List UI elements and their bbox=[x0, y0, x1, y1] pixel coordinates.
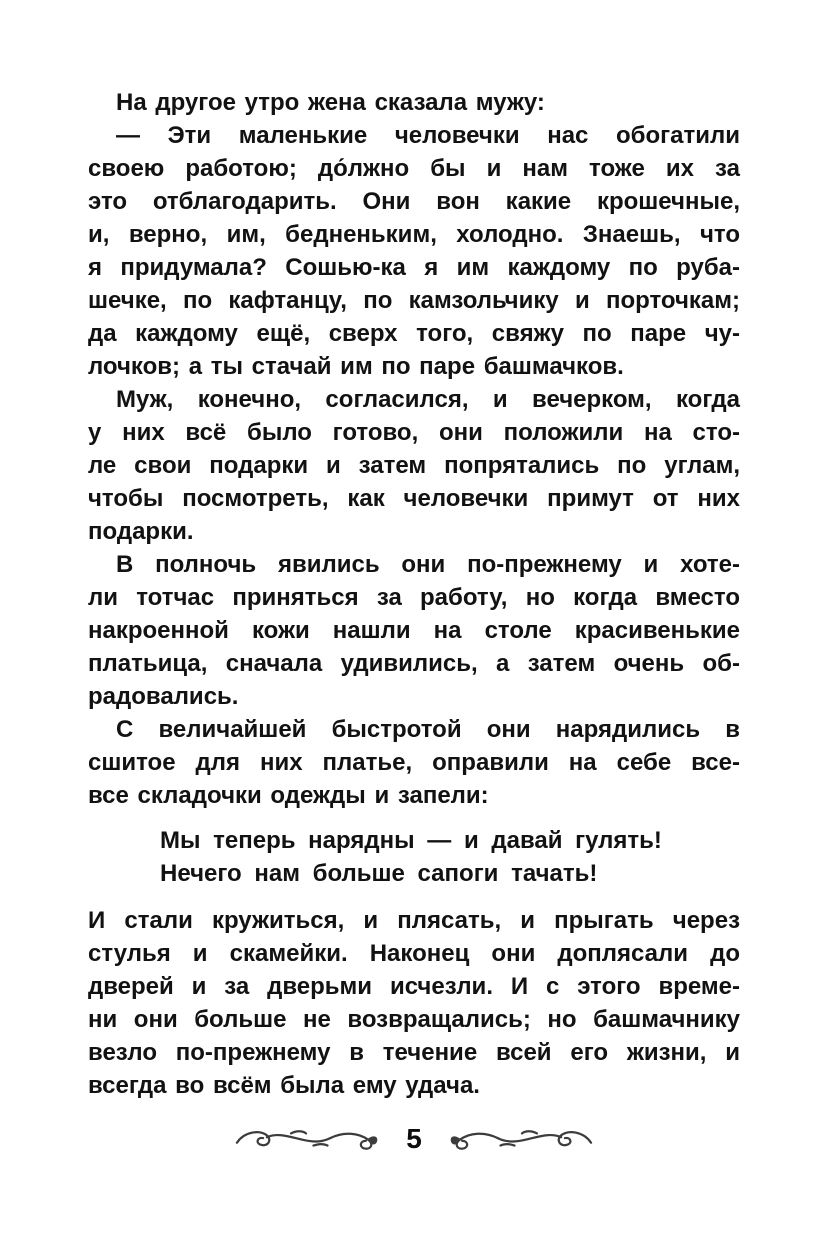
text-line: В полночь явились они по-прежнему и хоте- bbox=[116, 551, 740, 578]
text-line: сшитое для них платье, оправили на себе все- bbox=[88, 749, 740, 776]
text-line: везло по-прежнему в течение всей его жизни, и bbox=[88, 1039, 740, 1066]
paragraph bbox=[88, 383, 740, 548]
text-line: подарки. bbox=[88, 518, 194, 545]
text-line: у них всё было готово, они положили на сто- bbox=[88, 419, 740, 446]
text-line: это отблагодарить. Они вон какие крошечные, bbox=[88, 188, 740, 215]
text-line: ли тотчас приняться за работу, но когда вместо bbox=[88, 584, 740, 611]
text-line: На другое утро жена сказала мужу: bbox=[116, 89, 545, 116]
text-line: дверей и за дверьми исчезли. И с этого време- bbox=[88, 973, 740, 1000]
verse-block bbox=[160, 824, 740, 890]
text-line: чтобы посмотреть, как человечки примут от них bbox=[88, 485, 740, 512]
text-line: накроенной кожи нашли на столе красивенькие bbox=[88, 617, 740, 644]
flourish-left-icon bbox=[226, 1125, 386, 1153]
text-line: стулья и скамейки. Наконец они доплясали до bbox=[88, 940, 740, 967]
paragraph bbox=[88, 119, 740, 383]
flourish-right-icon bbox=[442, 1125, 602, 1153]
page-number: 5 bbox=[406, 1123, 422, 1154]
text-line: шечке, по кафтанцу, по камзольчику и порточкам; bbox=[88, 287, 740, 314]
text-line: ни они больше не возвращались; но башмачнику bbox=[88, 1006, 740, 1033]
text-line: своею работою; до́лжно бы и нам тоже их за bbox=[88, 155, 740, 182]
text-line: я придумала? Сошью-ка я им каждому по руба- bbox=[88, 254, 740, 281]
text-line: ле свои подарки и затем попрятались по углам, bbox=[88, 452, 740, 479]
paragraph bbox=[88, 548, 740, 713]
text-line: С величайшей быстротой они нарядились в bbox=[116, 716, 740, 743]
text-line: радовались. bbox=[88, 683, 239, 710]
text-line: и, верно, им, бедненьким, холодно. Знаешь, что bbox=[88, 221, 740, 248]
verse-line: Мы теперь нарядны — и давай гулять! bbox=[160, 827, 662, 854]
text-line: — Эти маленькие человечки нас обогатили bbox=[116, 122, 740, 149]
text-line: да каждому ещё, сверх того, свяжу по паре чу- bbox=[88, 320, 740, 347]
text-line: всегда во всём была ему удача. bbox=[88, 1072, 480, 1099]
text-block bbox=[88, 86, 740, 1102]
paragraph bbox=[88, 86, 740, 119]
verse-line: Нечего нам больше сапоги тачать! bbox=[160, 860, 598, 887]
text-line: Муж, конечно, согласился, и вечерком, когда bbox=[116, 386, 740, 413]
text-line: И стали кружиться, и плясать, и прыгать через bbox=[88, 907, 740, 934]
text-line: платьица, сначала удивились, а затем очень об- bbox=[88, 650, 740, 677]
paragraph bbox=[88, 904, 740, 1102]
paragraph bbox=[88, 713, 740, 812]
text-line: лочков; а ты стачай им по паре башмачков. bbox=[88, 353, 624, 380]
page-footer bbox=[88, 1124, 740, 1154]
text-line: все складочки одежды и запели: bbox=[88, 782, 489, 809]
